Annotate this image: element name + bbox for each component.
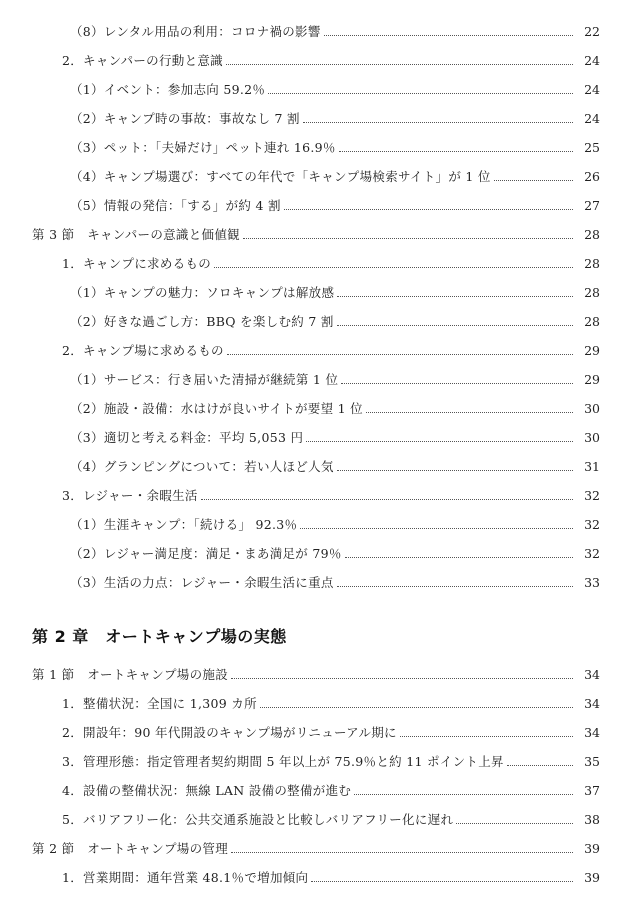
toc-entry[interactable] [0,192,640,214]
toc-entry-page: 28 [584,314,600,329]
dot-leader [337,470,573,471]
toc-entry-page: 29 [584,343,600,358]
toc-entry-label: （1）イベント：参加志向 59.2％ [70,82,266,97]
toc-entry-page: 28 [584,285,600,300]
toc-entry-page: 33 [584,575,600,590]
toc-entry[interactable] [0,864,640,886]
toc-entry[interactable] [0,777,640,799]
toc-entry-page: 34 [584,696,600,711]
toc-entry[interactable] [0,366,640,388]
dot-leader [354,794,573,795]
dot-leader [284,209,573,210]
dot-leader [300,528,573,529]
dot-leader [227,354,573,355]
toc-entry-page: 39 [584,841,600,856]
toc-entry-page: 32 [584,488,600,503]
toc-entry[interactable] [0,424,640,446]
toc-entry-page: 32 [584,546,600,561]
toc-entry[interactable] [0,221,640,243]
dot-leader [201,499,573,500]
toc-entry[interactable] [0,748,640,770]
toc-entry-page: 28 [584,227,600,242]
toc-entry-label: （3）適切と考える料金：平均 5,053 円 [70,430,304,445]
toc-entry[interactable] [0,395,640,417]
toc-entry[interactable] [0,511,640,533]
dot-leader [260,707,573,708]
toc-entry-page: 31 [584,459,600,474]
toc-entry-label: （2）レジャー満足度：満足・まあ満足が 79％ [70,546,342,561]
dot-leader [231,852,573,853]
toc-entry-page: 24 [584,82,600,97]
dot-leader [268,93,573,94]
dot-leader [339,151,573,152]
toc-entry[interactable] [0,18,640,40]
toc-entry-page: 37 [584,783,600,798]
dot-leader [341,383,573,384]
toc-entry-label: （3）生活の力点：レジャー・余暇生活に重点 [70,575,334,590]
toc-entry-page: 30 [584,430,600,445]
toc-entry[interactable] [0,105,640,127]
toc-entry-label: 5．バリアフリー化：公共交通系施設と比較しバリアフリー化に遅れ [62,812,454,827]
toc-entry-label: 1．キャンプに求めるもの [62,256,212,271]
toc-entry-label: 3．管理形態：指定管理者契約期間 5 年以上が 75.9％と約 11 ポイント上昇 [62,754,504,769]
dot-leader [231,678,573,679]
dot-leader [400,736,573,737]
dot-leader [366,412,573,413]
toc-entry-page: 25 [584,140,600,155]
toc-entry-page: 34 [584,725,600,740]
dot-leader [337,325,573,326]
toc-entry[interactable] [0,134,640,156]
toc-entry-label: （5）情報の発信：「する」が約 4 割 [70,198,281,213]
toc-entry-page: 28 [584,256,600,271]
toc-entry-page: 24 [584,111,600,126]
chapter-heading[interactable]: 第 2 章 オートキャンプ場の実態 [32,627,287,646]
toc-entry-label: 第 1 節 オートキャンプ場の施設 [32,667,229,682]
toc-entry-page: 32 [584,517,600,532]
toc-entry-label: （4）グランピングについて：若い人ほど人気 [70,459,334,474]
toc-entry-label: 4．設備の整備状況：無線 LAN 設備の整備が進む [62,783,352,798]
toc-entry[interactable] [0,482,640,504]
toc-entry-label: （2）好きな過ごし方：BBQ を楽しむ約 7 割 [70,314,334,329]
dot-leader [507,765,573,766]
toc-entry-page: 29 [584,372,600,387]
toc-entry-page: 30 [584,401,600,416]
toc-entry-label: （1）生涯キャンプ：「続ける」 92.3％ [70,517,298,532]
toc-entry-label: （2）キャンプ時の事故：事故なし 7 割 [70,111,300,126]
toc-entry-label: 第 3 節 キャンパーの意識と価値観 [32,227,240,242]
toc-entry[interactable] [0,76,640,98]
toc-entry[interactable] [0,250,640,272]
toc-entry-label: （4）キャンプ場選び：すべての年代で「キャンプ場検索サイト」が 1 位 [70,169,491,184]
toc-entry-label: 2．キャンプ場に求めるもの [62,343,224,358]
toc-entry[interactable] [0,308,640,330]
toc-entry-page: 22 [584,24,600,39]
toc-entry[interactable] [0,337,640,359]
dot-leader [337,586,573,587]
toc-entry[interactable] [0,279,640,301]
toc-entry-page: 26 [584,169,600,184]
toc-entry-label: 3．レジャー・余暇生活 [62,488,198,503]
toc-entry[interactable] [0,806,640,828]
toc-entry[interactable] [0,453,640,475]
toc-entry-label: （3）ペット：「夫婦だけ」ペット連れ 16.9％ [70,140,336,155]
toc-entry-page: 34 [584,667,600,682]
dot-leader [337,296,573,297]
toc-entry[interactable] [0,47,640,69]
dot-leader [226,64,573,65]
toc-entry-label: （2）施設・設備：水はけが良いサイトが要望 1 位 [70,401,363,416]
toc-entry[interactable] [0,661,640,683]
dot-leader [456,823,573,824]
toc-entry[interactable] [0,569,640,591]
toc-entry-page: 24 [584,53,600,68]
dot-leader [214,267,573,268]
dot-leader [311,881,573,882]
dot-leader [345,557,573,558]
toc-entry-page: 39 [584,870,600,885]
toc-entry-label: 1．整備状況：全国に 1,309 カ所 [62,696,257,711]
toc-entry-label: 1．営業期間：通年営業 48.1％で増加傾向 [62,870,309,885]
toc-entry-page: 27 [584,198,600,213]
toc-entry-label: （1）サービス：行き届いた清掃が継続第 1 位 [70,372,339,387]
dot-leader [303,122,573,123]
toc-entry-label: （1）キャンプの魅力：ソロキャンプは解放感 [70,285,335,300]
dot-leader [306,441,573,442]
dot-leader [324,35,573,36]
toc-entry-page: 35 [584,754,600,769]
toc-entry-label: （8）レンタル用品の利用：コロナ禍の影響 [70,24,321,39]
toc-entry-label: 2．開設年：90 年代開設のキャンプ場がリニューアル期に [62,725,397,740]
toc-entry-label: 2．キャンパーの行動と意識 [62,53,223,68]
dot-leader [494,180,573,181]
toc-entry[interactable] [0,540,640,562]
toc-entry[interactable] [0,163,640,185]
toc-entry[interactable] [0,835,640,857]
dot-leader [243,238,573,239]
toc-entry[interactable] [0,690,640,712]
toc-entry[interactable] [0,719,640,741]
toc-entry-page: 38 [584,812,600,827]
toc-entry-label: 第 2 節 オートキャンプ場の管理 [32,841,229,856]
